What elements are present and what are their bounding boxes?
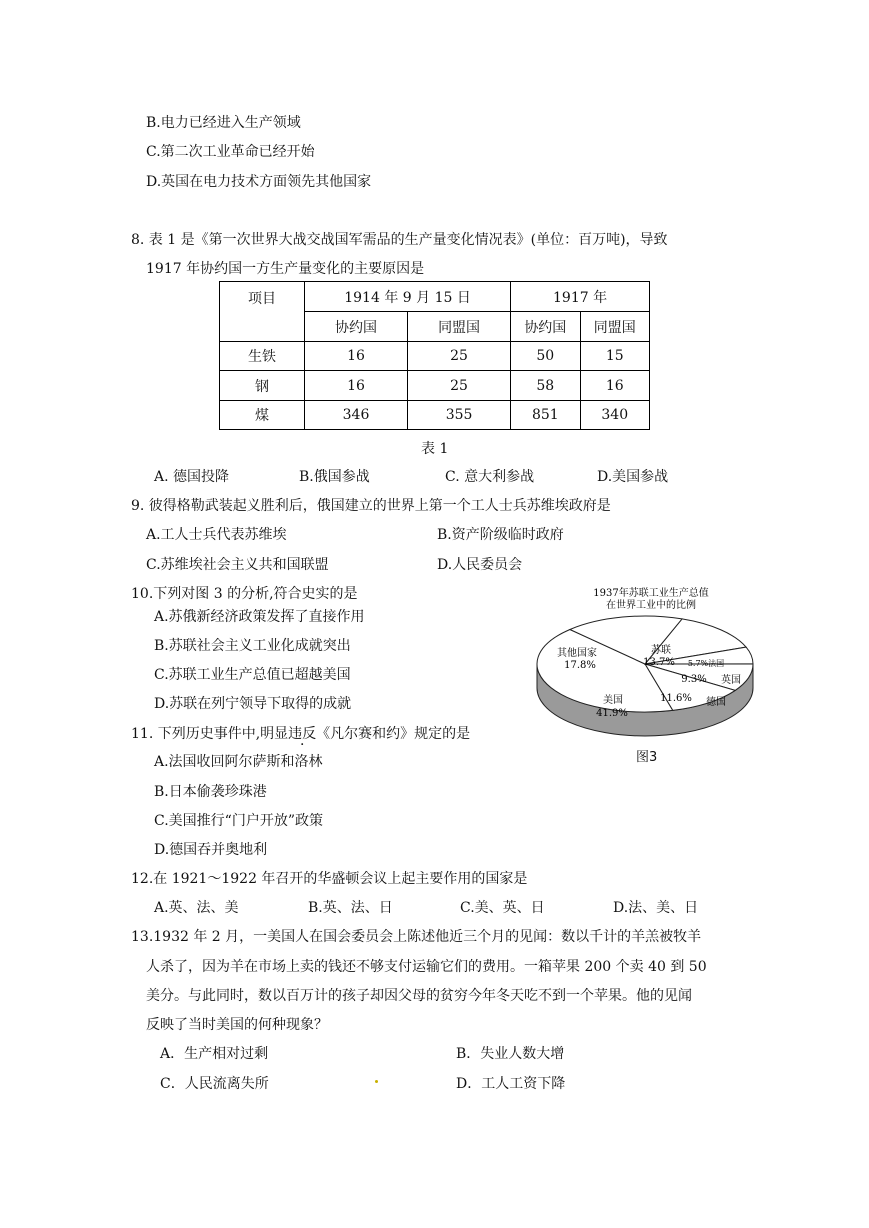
table-cell: 355 [408, 401, 511, 430]
q11-stem [131, 724, 470, 744]
q11-stem-emphasis: 违反 [288, 726, 317, 742]
q11-option-a: A.法国收回阿尔萨斯和洛林 [154, 754, 323, 770]
q12-option-b: B.英、法、日 [308, 900, 393, 916]
table-cell: 16 [305, 371, 408, 401]
pie-slice-value: 13.7% [643, 657, 675, 668]
table-row [220, 342, 650, 371]
q9-option-c: C.苏维埃社会主义共和国联盟 [146, 557, 329, 573]
q13-option-a: A．生产相对过剩 [160, 1046, 269, 1062]
table-subheader: 协约国 [511, 312, 580, 342]
q11-stem-part1: 11. 下列历史事件中,明显 [131, 726, 289, 742]
table-row-label: 钢 [220, 371, 305, 401]
chart-title-line1: 1937年苏联工业生产总值 [593, 588, 709, 599]
q12-stem: 12.在 1921～1922 年召开的华盛顿会议上起主要作用的国家是 [131, 871, 528, 887]
q10-option-a: A.苏俄新经济政策发挥了直接作用 [154, 609, 365, 625]
q11-option-c: C.美国推行“门户开放”政策 [154, 813, 323, 829]
pie-slice-name: 苏联 [651, 645, 671, 656]
q11-option-b: B.日本偷袭珍珠港 [154, 784, 267, 800]
table-row-label: 生铁 [220, 342, 305, 371]
chart-title-line2: 在世界工业中的比例 [606, 600, 696, 611]
q8-option-a: A. 德国投降 [154, 469, 230, 485]
pie-slice-name: 德国 [706, 697, 726, 708]
q10-stem: 10.下列对图 3 的分析,符合史实的是 [131, 586, 358, 602]
q7-option-d: D.英国在电力技术方面领先其他国家 [146, 174, 372, 190]
q13-stem-line3: 美分。与此同时，数以百万计的孩子却因父母的贫穷今年冬天吃不到一个苹果。他的见闻 [146, 988, 692, 1004]
q13-option-b: B．失业人数大增 [456, 1046, 565, 1062]
q8-stem-line2: 1917 年协约国一方生产量变化的主要原因是 [146, 261, 425, 277]
table-subheader: 同盟国 [580, 312, 649, 342]
q12-option-c: C.美、英、日 [460, 900, 545, 916]
table-header-1914: 1914 年 9 月 15 日 [305, 282, 511, 312]
pie-slice-value: 41.9% [596, 708, 628, 719]
q11-option-d: D.德国吞并奥地利 [154, 842, 268, 858]
pie-slice-name: 美国 [603, 695, 623, 706]
pie-slice-value: 9.3% [681, 674, 707, 685]
table-cell: 58 [511, 371, 580, 401]
q10-option-d: D.苏联在列宁领导下取得的成就 [154, 696, 352, 712]
table-header-item: 项目 [220, 282, 305, 342]
table-header-1917: 1917 年 [511, 282, 650, 312]
q10-option-c: C.苏联工业生产总值已超越美国 [154, 667, 351, 683]
table-subheader: 协约国 [305, 312, 408, 342]
q8-option-c: C. 意大利参战 [445, 469, 535, 485]
q10-option-b: B.苏联社会主义工业化成就突出 [154, 638, 351, 654]
table-cell: 25 [408, 371, 511, 401]
q8-stem-line1: 8. 表 1 是《第一次世界大战交战国军需品的生产量变化情况表》(单位：百万吨)，导致 [131, 232, 668, 248]
table-row-label: 煤 [220, 401, 305, 430]
munitions-production-table [219, 281, 650, 430]
table-caption: 表 1 [421, 441, 449, 457]
q11-stem-part2: 《凡尔赛和约》规定的是 [316, 726, 471, 742]
q13-stem-line1: 13.1932 年 2 月，一美国人在国会委员会上陈述他近三个月的见闻：数以千计的羊羔被牧羊 [131, 929, 702, 945]
q7-option-c: C.第二次工业革命已经开始 [146, 144, 315, 160]
pie-slice-name: 5.7%法国 [687, 659, 725, 668]
q8-option-d: D.美国参战 [597, 469, 669, 485]
table-cell: 340 [580, 401, 649, 430]
q7-option-b: B.电力已经进入生产领域 [146, 115, 301, 131]
pie-slice-name: 英国 [721, 675, 741, 686]
table-cell: 25 [408, 342, 511, 371]
q9-option-b: B.资产阶级临时政府 [437, 527, 564, 543]
table-cell: 15 [580, 342, 649, 371]
q12-option-d: D.法、美、日 [613, 900, 699, 916]
pie-slice-value: 11.6% [660, 693, 692, 704]
q12-option-a: A.英、法、美 [154, 900, 239, 916]
table-cell: 851 [511, 401, 580, 430]
table-row [220, 371, 650, 401]
q13-option-d: D．工人工资下降 [456, 1076, 566, 1092]
stray-mark [375, 1080, 378, 1083]
q8-option-b: B.俄国参战 [299, 469, 370, 485]
pie-slice-name: 其他国家 [557, 648, 597, 659]
q13-stem-line2: 人杀了，因为羊在市场上卖的钱还不够支付运输它们的费用。一箱苹果 200 个卖 40 到 50 [146, 959, 707, 975]
q9-option-d: D.人民委员会 [437, 557, 523, 573]
table-cell: 16 [305, 342, 408, 371]
table-cell: 50 [511, 342, 580, 371]
q9-stem: 9. 彼得格勒武装起义胜利后，俄国建立的世界上第一个工人士兵苏维埃政府是 [131, 498, 611, 514]
table-cell: 16 [580, 371, 649, 401]
table-cell: 346 [305, 401, 408, 430]
q13-option-c: C．人民流离失所 [160, 1076, 269, 1092]
pie-slice-value: 17.8% [564, 660, 596, 671]
q13-stem-line4: 反映了当时美国的何种现象？ [146, 1017, 328, 1033]
table-row [220, 401, 650, 430]
figure-label: 图3 [636, 750, 658, 765]
q9-option-a: A.工人士兵代表苏维埃 [146, 527, 287, 543]
table-subheader: 同盟国 [408, 312, 511, 342]
